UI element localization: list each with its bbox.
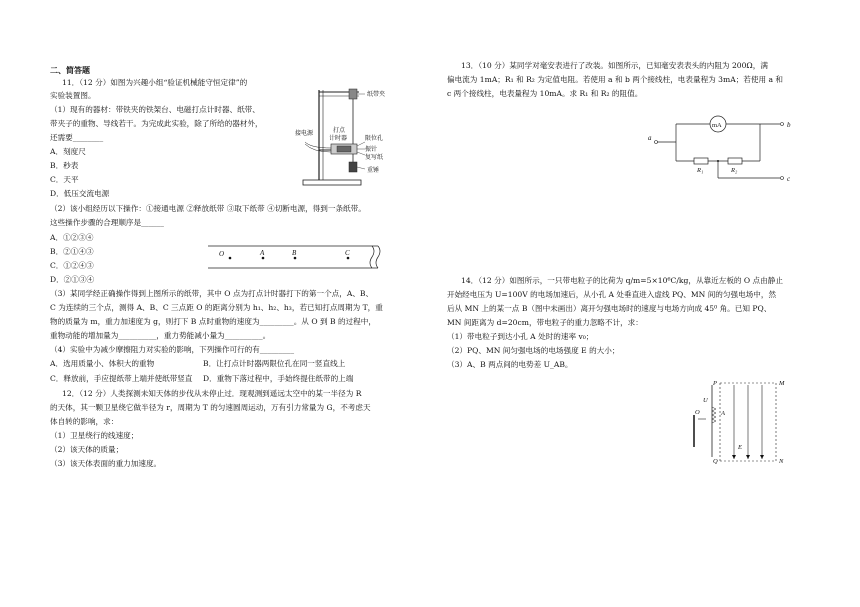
apparatus-figure <box>297 82 387 202</box>
q13-line3: c 两个接线柱，电表量程为 10mA。求 R₁ 和 R₂ 的阻值。 <box>447 89 643 98</box>
label-limit-hole: 限位孔 <box>365 136 384 142</box>
milliammeter-label: mA <box>712 122 722 129</box>
tape-label-c: C <box>345 249 350 257</box>
q12-line2: 的天体，其一颗卫星绕它做半径为 r，周期为 T 的匀速圆周运动，万有引力常量为 G，不考虑天 <box>50 403 371 412</box>
label-power: 接电源 <box>295 131 314 137</box>
q12-line1: 12．（12 分）人类探测未知天体的步伐从未停止过．现观测到遥远太空中的某一半径为 R <box>62 389 362 398</box>
q11-line1: 11．（12 分）如图为兴趣小组“验证机械能守恒定律”的 <box>62 78 248 87</box>
q14-line2: 开始经电压为 U=100V 的电场加速后，从小孔 A 处垂直进入虚线 PQ、MN 间的匀强电场中，然 <box>447 290 777 299</box>
terminal-b: b <box>787 121 791 129</box>
q13-line1: 13．（10 分）某同学对毫安表进行了改装。如图所示，已知毫安表表头的内阻为 200Ω，满 <box>461 61 768 70</box>
q14-line4: MN 间距离为 d=20cm，带电粒子的重力忽略不计，求： <box>447 318 643 327</box>
label-timer-2: 计时器 <box>329 136 348 142</box>
tape-label-b: B <box>292 249 297 257</box>
q14-sub3: （3）A、B 两点间的电势差 U_AB。 <box>447 360 573 369</box>
q11-option-c: C．天平 <box>50 175 79 184</box>
q11-option-b: B．秒表 <box>50 161 79 170</box>
q11-line3: （1）现有的器材：带铁夹的铁架台、电磁打点计时器、纸带、 <box>50 105 260 114</box>
q11-line4: 带夹子的重物、导线若干。为完成此实验，除了所给的器材外， <box>50 119 263 128</box>
q11-part4: （4）实验中为减少摩擦阻力对实验的影响，下列操作可行的有_________ <box>50 345 295 354</box>
q11-part2-line1: （2）该小组经历以下操作：①接通电源 ②释放纸带 ③取下纸带 ④切断电源，得到一条纸带。 <box>50 204 366 213</box>
point-m: M <box>779 380 785 387</box>
label-u: U <box>703 397 708 404</box>
q14-sub2: （2）PQ、MN 间匀强电场的电场强度 E 的大小； <box>447 346 620 355</box>
q11-part3-line3: 物的质量为 m，重力加速度为 g，则打下 B 点时重物的速度为_________。从 O 到 B 的过程中， <box>50 317 376 326</box>
q11-part3-line1: （3）某同学经正确操作得到上图所示的纸带，其中 O 点为打点计时器打下的第一个点，A、B、 <box>50 289 374 298</box>
q11-part2-option-d: D．②①③④ <box>50 275 95 284</box>
q14-line1: 14．（12 分）如图所示，一只带电粒子的比荷为 q/m=5×10⁶C/kg，从靠近左板的 O 点由静止 <box>461 276 783 285</box>
tape-figure <box>208 243 384 273</box>
label-vibrator: 振针 <box>365 147 378 153</box>
circuit-figure <box>648 116 798 186</box>
label-e: E <box>738 444 742 451</box>
tape-label-a: A <box>260 249 265 257</box>
resistor-r2-label: R₂ <box>731 167 738 174</box>
q11-part2-option-c: C．①②④③ <box>50 261 94 270</box>
q12-line3: 体自转的影响，求： <box>50 417 119 426</box>
point-a: A <box>721 410 725 417</box>
q11-part4-option-a: A．选用质量小、体积大的重物 <box>50 359 155 368</box>
q11-part4-option-c: C．释放前，手应提纸带上端并使纸带竖直 <box>50 374 193 383</box>
q14-line3: 后从 MN 上的某一点 B（图中未画出）离开匀强电场时的速度与电场方向成 45⁰ 角。已知 PQ、 <box>447 304 772 313</box>
q11-part2-option-a: A．①②③④ <box>50 233 94 242</box>
q11-part2-option-b: B．②①④③ <box>50 247 94 256</box>
point-q: Q <box>713 458 718 465</box>
terminal-a: a <box>648 134 652 142</box>
q12-sub2: （2）该天体的质量； <box>50 445 124 454</box>
point-n: N <box>779 458 784 465</box>
q13-line2: 偏电流为 1mA；R₁ 和 R₂ 为定值电阻。若使用 a 和 b 两个接线柱，电表量程为 3mA；若使用 a 和 <box>447 75 784 84</box>
tape-label-o: O <box>219 250 225 258</box>
q11-part4-option-d: D．重物下落过程中，手始终提住纸带的上端 <box>203 374 354 383</box>
point-p: P <box>713 380 717 387</box>
q14-sub1: （1）带电粒子到达小孔 A 处时的速率 v₀； <box>447 332 594 341</box>
q11-part2-line2: 这些操作步骤的合理顺序是______ <box>50 218 164 227</box>
q11-option-a: A．刻度尺 <box>50 147 86 156</box>
q12-sub3: （3）该天体表面的重力加速度。 <box>50 459 162 468</box>
label-carbon-paper: 复写纸 <box>365 155 384 161</box>
label-paper-clip: 纸带夹 <box>367 92 386 98</box>
q11-line2: 实验装置图。 <box>50 91 96 100</box>
point-o: O <box>695 409 700 416</box>
section-title: 二、简答题 <box>50 65 90 75</box>
q11-line5: 还需要________ <box>50 133 104 142</box>
field-figure <box>690 375 790 465</box>
q11-part3-line2: C 为连续的三个点，测得 A、B、C 三点距 O 的距离分别为 h₁、h₂、h₃，若已知打点周期为 T，重 <box>50 303 383 312</box>
q11-part4-option-b: B．让打点计时器两限位孔在同一竖直线上 <box>203 359 346 368</box>
resistor-r1-label: R₁ <box>697 167 704 174</box>
q11-option-d: D．低压交流电源 <box>50 189 110 198</box>
label-timer-1: 打点 <box>333 128 346 134</box>
terminal-c: c <box>787 175 791 183</box>
q11-part3-line4: 重物动能的增加量为__________，重力势能减小量为__________。 <box>50 331 271 340</box>
q12-sub1: （1）卫星绕行的线速度； <box>50 431 139 440</box>
label-weight: 重锤 <box>367 168 380 174</box>
